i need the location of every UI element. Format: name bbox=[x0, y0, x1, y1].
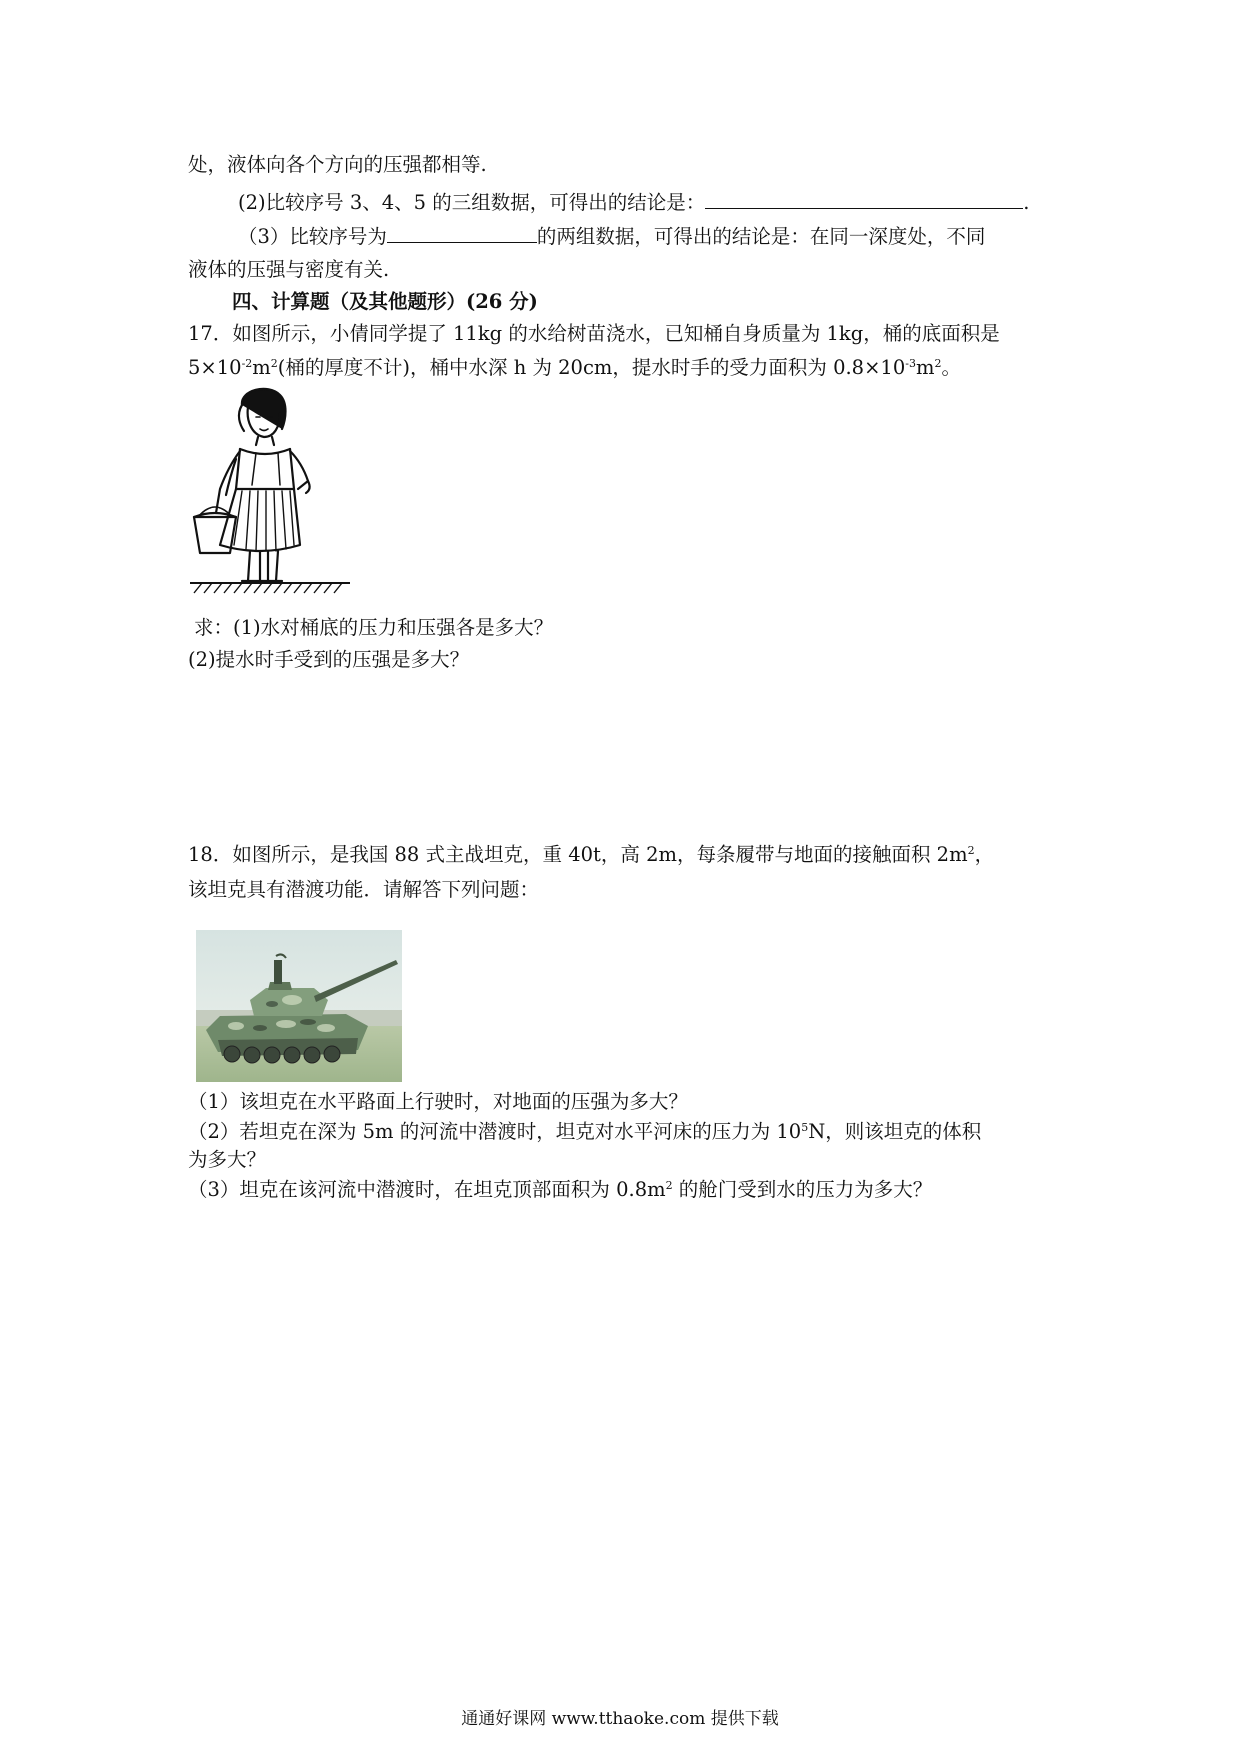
q18-text: （2）若坦克在深为 5m 的河流中潜渡时，坦克对水平河床的压力为 10 bbox=[188, 1120, 802, 1143]
q18-text: （3）坦克在该河流中潜渡时，在坦克顶部面积为 0.8m bbox=[188, 1178, 666, 1201]
tank-photo bbox=[196, 930, 402, 1082]
page-footer: 通通好课网 www.tthaoke.com 提供下载 bbox=[461, 1709, 779, 1729]
q17-text: (桶的厚度不计)，桶中水深 h 为 20cm，提水时手的受力面积为 0.8×10 bbox=[277, 356, 906, 379]
q18-text: 的舱门受到水的压力为多大？ bbox=[672, 1178, 933, 1201]
question-17-ask-1: 求：(1)水对桶底的压力和压强各是多大？ bbox=[194, 616, 554, 639]
question-17-line-1: 17．如图所示，小倩同学提了 11kg 的水给树苗浇水，已知桶自身质量为 1kg，桶的底面积是 bbox=[188, 322, 1000, 345]
question-2-text: (2)比较序号 3、4、5 的三组数据，可得出的结论是： bbox=[238, 191, 706, 214]
q18-text: N，则该坦克的体积 bbox=[808, 1120, 982, 1143]
q17-exponent: -2 bbox=[241, 357, 253, 370]
text-line-2 bbox=[238, 190, 1029, 215]
question-18-part-2 bbox=[188, 1120, 981, 1144]
q18-exponent: 2 bbox=[967, 844, 975, 857]
q17-text: 。 bbox=[941, 356, 961, 379]
q18-text: 18．如图所示，是我国 88 式主战坦克，重 40t，高 2m，每条履带与地面的接触面积 2m bbox=[188, 843, 968, 866]
text-line-1: 处，液体向各个方向的压强都相等. bbox=[188, 153, 487, 176]
q18-exponent: 2 bbox=[665, 1179, 673, 1192]
question-17-line-2 bbox=[188, 356, 961, 380]
q17-exponent: -3 bbox=[905, 357, 916, 370]
question-18-part-1: （1）该坦克在水平路面上行驶时，对地面的压强为多大？ bbox=[188, 1090, 688, 1113]
q17-text: m bbox=[915, 356, 935, 379]
answer-blank[interactable] bbox=[387, 224, 537, 243]
text-line-4: 液体的压强与密度有关. bbox=[188, 258, 390, 281]
text-line-3 bbox=[238, 224, 985, 249]
q18-exponent: 5 bbox=[801, 1121, 809, 1134]
q17-text: m bbox=[252, 356, 271, 379]
question-18-line-2: 该坦克具有潜渡功能．请解答下列问题： bbox=[188, 878, 540, 901]
q18-text: ， bbox=[974, 843, 995, 866]
girl-carrying-bucket-figure bbox=[190, 385, 350, 595]
period: . bbox=[1023, 191, 1030, 214]
q17-exponent: 2 bbox=[934, 357, 942, 370]
q17-text: 5×10 bbox=[188, 356, 242, 379]
question-17-ask-2: (2)提水时手受到的压强是多大？ bbox=[188, 648, 470, 671]
answer-blank[interactable] bbox=[705, 190, 1023, 209]
question-3-text-cont: 的两组数据，可得出的结论是：在同一深度处，不同 bbox=[536, 225, 986, 248]
question-18-part-3 bbox=[188, 1178, 932, 1202]
question-18-line-1 bbox=[188, 843, 994, 867]
question-18-part-2-cont: 为多大？ bbox=[188, 1148, 267, 1171]
section-heading: 四、计算题（及其他题形）(26 分) bbox=[232, 290, 538, 313]
question-3-text: （3）比较序号为 bbox=[238, 225, 387, 248]
q17-exponent: 2 bbox=[270, 357, 278, 370]
